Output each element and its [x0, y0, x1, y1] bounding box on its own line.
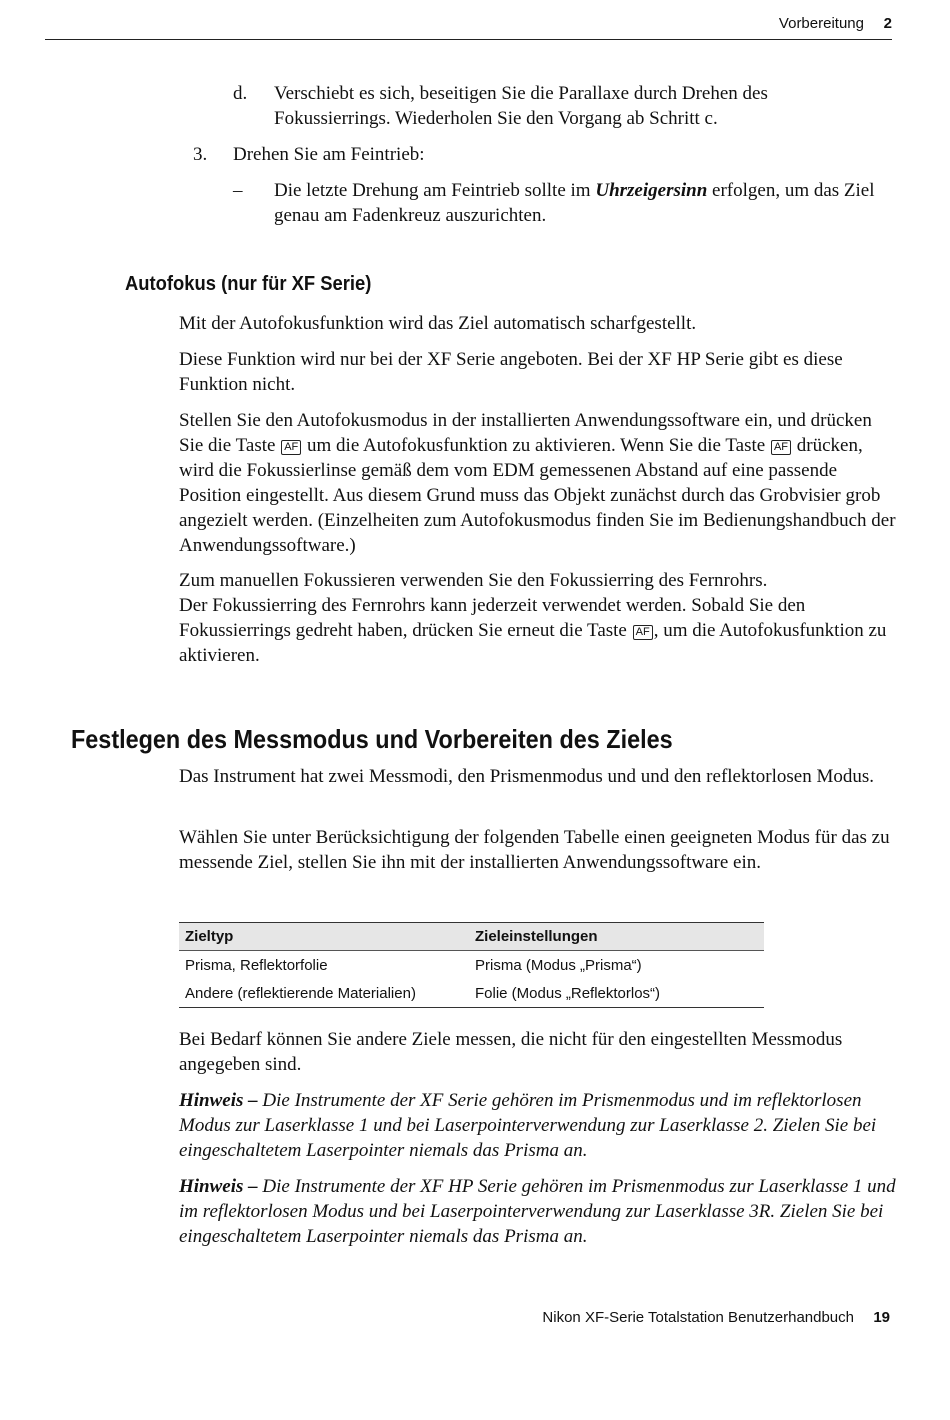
autofocus-p4-part-b: , um die Autofokusfunktion zu aktivieren.: [179, 620, 887, 666]
target-mode-table: [179, 922, 764, 1008]
dash-text-post: erfolgen, um das Ziel genau am Fadenkreuz auszurichten.: [274, 180, 875, 226]
table-header-cell: Zieltyp: [179, 923, 469, 951]
table-cell: Prisma (Modus „Prisma“): [475, 956, 642, 974]
autofocus-p3-part-c: drücken, wird die Fokussierlinse gemäß dem vom EDM gemessenen Abstand auf eine passende Position eingestellt. Aus diesem Grund muss das Objekt zunächst durch das Grobvisier grob angezielt werden. (Einzelheiten zum Autofokusmodus finden Sie im Bedienungshandbuch der Anwendungssoftware.): [179, 435, 896, 556]
footer-page-number: 19: [873, 1309, 890, 1326]
step-d-marker: d.: [233, 83, 248, 104]
dash-marker: –: [233, 180, 243, 201]
section-heading: Festlegen des Messmodus und Vorbereiten des Zieles: [71, 724, 673, 754]
autofocus-p3-part-a: Stellen Sie den Autofokusmodus in der installierten Anwendungssoftware ein, und drücken Sie die Taste: [179, 410, 872, 456]
header-chapter-number: 2: [883, 15, 892, 32]
af-key-icon: AF: [633, 625, 653, 640]
note-1: [179, 1088, 897, 1163]
step-d-text: Verschiebt es sich, beseitigen Sie die Parallaxe durch Drehen des Fokussierrings. Wiederholen Sie den Vorgang ab Schritt c.: [274, 83, 768, 129]
table-header-row: [179, 923, 764, 951]
dash-text-pre: Die letzte Drehung am Feintrieb sollte im: [274, 180, 596, 201]
table-row: [179, 951, 764, 980]
dash-item: [274, 178, 899, 228]
table-cell: Folie (Modus „Reflektorlos“): [469, 979, 764, 1008]
af-key-icon: AF: [771, 440, 791, 455]
table-row: [179, 979, 764, 1008]
header-chapter-title: Vorbereitung: [778, 15, 864, 32]
dash-text-emphasis: Uhrzeigersinn: [595, 180, 708, 201]
autofocus-paragraph-2: Diese Funktion wird nur bei der XF Serie angeboten. Bei der XF HP Serie gibt es diese Funktion nicht.: [179, 349, 843, 395]
step-3-marker: 3.: [193, 144, 208, 165]
autofocus-p4-part-a: Der Fokussierring des Fernrohrs kann jederzeit verwendet werden. Sobald Sie den Fokussierrings gedreht haben, drücken Sie erneut die Taste: [179, 595, 806, 641]
table-cell: Andere (reflektierende Materialien): [179, 979, 469, 1008]
note-2: [179, 1174, 897, 1249]
step-3-text: Drehen Sie am Feintrieb:: [233, 144, 425, 165]
autofocus-paragraph-3: [179, 408, 897, 558]
note-2-label: Hinweis –: [179, 1176, 258, 1197]
note-2-text: Die Instrumente der XF HP Serie gehören im Prismenmodus zur Laserklasse 1 und im reflektorlosen Modus und bei Laserpointerverwendung zur Laserklasse 3R. Zielen Sie bei eingeschaltetem Laserpointer niemals das Prisma an.: [179, 1176, 896, 1247]
note-1-label: Hinweis –: [179, 1090, 258, 1111]
autofocus-paragraph-4: [179, 568, 897, 668]
section-paragraph-1: Das Instrument hat zwei Messmodi, den Prismenmodus und und den reflektorlosen Modus.: [179, 766, 874, 787]
table-header-cell: Zieleinstellungen: [469, 923, 764, 951]
footer-manual-title: Nikon XF-Serie Totalstation Benutzerhandbuch: [542, 1309, 854, 1326]
table-cell: Prisma, Reflektorfolie: [185, 956, 328, 974]
autofocus-p4-line-1: Zum manuellen Fokussieren verwenden Sie den Fokussierring des Fernrohrs.: [179, 570, 768, 591]
section-paragraph-3: Bei Bedarf können Sie andere Ziele messen, die nicht für den eingestellten Messmodus angegeben sind.: [179, 1029, 843, 1075]
autofocus-heading: Autofokus (nur für XF Serie): [125, 273, 372, 295]
section-paragraph-2: Wählen Sie unter Berücksichtigung der folgenden Tabelle einen geeigneten Modus für das zu messende Ziel, stellen Sie ihn mit der installierten Anwendungssoftware ein.: [179, 827, 890, 873]
note-1-text: Die Instrumente der XF Serie gehören im Prismenmodus und im reflektorlosen Modus zur Laserklasse 1 und bei Laserpointerverwendung zur Laserklasse 2. Zielen Sie bei eingeschaltetem Laserpointer niemals das Prisma an.: [179, 1090, 877, 1161]
autofocus-p3-part-b: um die Autofokusfunktion zu aktivieren. Wenn Sie die Taste: [302, 435, 770, 456]
autofocus-paragraph-1: Mit der Autofokusfunktion wird das Ziel automatisch scharfgestellt.: [179, 313, 697, 334]
header-divider: [45, 39, 892, 40]
af-key-icon: AF: [281, 440, 301, 455]
